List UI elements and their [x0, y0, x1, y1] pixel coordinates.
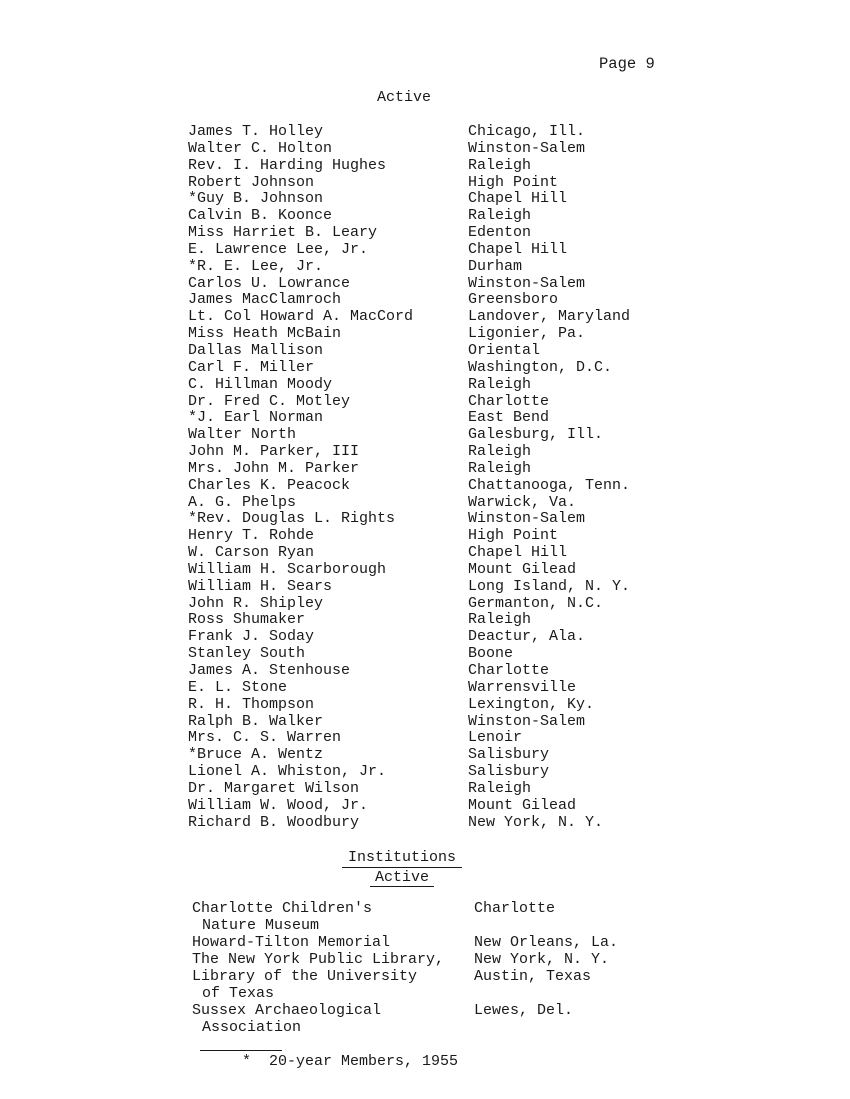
member-row: [188, 798, 688, 815]
member-row: [188, 158, 688, 175]
member-name: Dr. Fred C. Motley: [188, 392, 351, 410]
member-name: Ross Shumaker: [188, 611, 306, 629]
member-row: [188, 730, 688, 747]
member-row: [188, 461, 688, 478]
member-place: Ligonier, Pa.: [468, 325, 586, 343]
member-name: E. Lawrence Lee, Jr.: [188, 240, 369, 258]
member-row: [188, 410, 688, 427]
member-name: Charles K. Peacock: [188, 476, 351, 494]
member-list: [188, 124, 688, 831]
member-name: William H. Scarborough: [188, 560, 387, 578]
member-place: Raleigh: [468, 207, 532, 225]
institution-entry: [192, 1002, 692, 1036]
member-name: Stanley South: [188, 645, 306, 663]
member-place: Charlotte: [468, 662, 550, 679]
institution-name-line: The New York Public Library,: [192, 951, 445, 968]
member-place: Raleigh: [468, 375, 532, 393]
member-name: Mrs. C. S. Warren: [188, 729, 342, 747]
member-row: [188, 259, 688, 276]
member-row: [188, 815, 688, 832]
member-row: [188, 781, 688, 798]
member-row: [188, 276, 688, 293]
member-place: Lenoir: [468, 729, 523, 747]
member-place: Salisbury: [468, 763, 550, 781]
member-place: Winston-Salem: [468, 274, 586, 292]
institution-name-line: of Texas: [202, 985, 275, 1002]
member-row: [188, 562, 688, 579]
member-row: [188, 747, 688, 764]
member-name: Carlos U. Lowrance: [188, 274, 351, 292]
member-place: High Point: [468, 173, 559, 191]
member-place: East Bend: [468, 409, 550, 427]
member-place: New York, N. Y.: [468, 813, 604, 831]
member-name: Frank J. Soday: [188, 628, 315, 646]
member-place: Chapel Hill: [468, 240, 568, 258]
member-name: A. G. Phelps: [188, 493, 297, 511]
member-name: W. Carson Ryan: [188, 544, 315, 562]
member-place: Charlotte: [468, 392, 550, 410]
member-name: Walter C. Holton: [188, 139, 333, 157]
member-row: [188, 444, 688, 461]
member-row: [188, 394, 688, 411]
member-name: William W. Wood, Jr.: [188, 796, 369, 814]
member-place: Chattanooga, Tenn.: [468, 476, 631, 494]
member-name: Carl F. Miller: [188, 358, 315, 376]
member-name: E. L. Stone: [188, 678, 288, 696]
institution-name-line: Library of the University: [192, 968, 418, 985]
member-row: [188, 764, 688, 781]
member-place: Chapel Hill: [468, 544, 568, 562]
member-name: Miss Heath McBain: [188, 325, 342, 343]
institution-entry: [192, 934, 692, 951]
member-place: Edenton: [468, 224, 532, 242]
institutions-subheading: Active: [370, 869, 434, 887]
member-row: [188, 663, 688, 680]
member-name: Lt. Col Howard A. MacCord: [188, 308, 414, 326]
institution-place: New York, N. Y.: [474, 951, 610, 968]
member-name: Richard B. Woodbury: [188, 813, 360, 831]
member-row: [188, 596, 688, 613]
member-row: [188, 478, 688, 495]
member-name: Miss Harriet B. Leary: [188, 224, 378, 242]
member-name: Dr. Margaret Wilson: [188, 779, 360, 797]
member-name: William H. Sears: [188, 577, 333, 595]
member-name: Rev. I. Harding Hughes: [188, 156, 387, 174]
member-place: Raleigh: [468, 443, 532, 461]
member-place: Mount Gilead: [468, 796, 577, 814]
institution-entry: [192, 951, 692, 968]
institution-place: Austin, Texas: [474, 968, 592, 985]
institution-place: New Orleans, La.: [474, 934, 619, 951]
page-number: Page 9: [599, 55, 655, 73]
institution-name-line: Association: [202, 1019, 302, 1036]
member-place: Raleigh: [468, 611, 532, 629]
member-place: Washington, D.C.: [468, 358, 613, 376]
member-name: Robert Johnson: [188, 173, 315, 191]
institution-name-line: Nature Museum: [202, 917, 320, 934]
member-place: Chicago, Ill.: [468, 123, 586, 140]
member-place: Germanton, N.C.: [468, 594, 604, 612]
institution-name-line: Sussex Archaeological: [192, 1002, 382, 1019]
member-name: Lionel A. Whiston, Jr.: [188, 763, 387, 781]
member-name: *J. Earl Norman: [188, 409, 324, 427]
member-place: Warrensville: [468, 678, 577, 696]
member-name: Henry T. Rohde: [188, 527, 315, 545]
member-row: [188, 326, 688, 343]
member-row: [188, 680, 688, 697]
institution-entry: [192, 968, 692, 1002]
member-row: [188, 528, 688, 545]
footnote-rule: [200, 1050, 282, 1051]
member-row: [188, 714, 688, 731]
member-place: Long Island, N. Y.: [468, 577, 631, 595]
member-row: [188, 579, 688, 596]
member-name: James A. Stenhouse: [188, 662, 351, 679]
member-row: [188, 191, 688, 208]
member-row: [188, 309, 688, 326]
member-place: Galesburg, Ill.: [468, 426, 604, 444]
institutions-heading: Institutions: [342, 849, 462, 868]
member-place: High Point: [468, 527, 559, 545]
member-place: Raleigh: [468, 779, 532, 797]
member-name: Ralph B. Walker: [188, 712, 324, 730]
member-row: [188, 612, 688, 629]
member-name: Walter North: [188, 426, 297, 444]
member-name: *Rev. Douglas L. Rights: [188, 510, 396, 528]
member-name: R. H. Thompson: [188, 695, 315, 713]
member-row: [188, 141, 688, 158]
member-row: [188, 360, 688, 377]
member-name: C. Hillman Moody: [188, 375, 333, 393]
member-place: Durham: [468, 257, 523, 275]
member-place: Winston-Salem: [468, 510, 586, 528]
member-place: Lexington, Ky.: [468, 695, 595, 713]
member-place: Salisbury: [468, 746, 550, 764]
institution-place: Charlotte: [474, 900, 556, 917]
institution-name-line: Charlotte Children's: [192, 900, 373, 917]
member-place: Deactur, Ala.: [468, 628, 586, 646]
member-row: [188, 292, 688, 309]
member-name: *Guy B. Johnson: [188, 190, 324, 208]
member-name: *Bruce A. Wentz: [188, 746, 324, 764]
member-name: Mrs. John M. Parker: [188, 459, 360, 477]
member-place: Greensboro: [468, 291, 559, 309]
member-row: [188, 208, 688, 225]
member-place: Winston-Salem: [468, 712, 586, 730]
member-row: [188, 511, 688, 528]
member-place: Mount Gilead: [468, 560, 577, 578]
member-place: Boone: [468, 645, 514, 663]
member-name: Calvin B. Koonce: [188, 207, 333, 225]
member-row: [188, 495, 688, 512]
member-row: [188, 377, 688, 394]
member-place: Winston-Salem: [468, 139, 586, 157]
member-name: James MacClamroch: [188, 291, 342, 309]
member-place: Chapel Hill: [468, 190, 568, 208]
institution-entry: [192, 900, 692, 934]
member-place: Warwick, Va.: [468, 493, 577, 511]
member-row: [188, 175, 688, 192]
member-name: James T. Holley: [188, 123, 324, 140]
member-row: [188, 124, 688, 141]
member-name: John M. Parker, III: [188, 443, 360, 461]
member-name: Dallas Mallison: [188, 341, 324, 359]
member-place: Raleigh: [468, 459, 532, 477]
member-row: [188, 225, 688, 242]
member-row: [188, 545, 688, 562]
institution-place: Lewes, Del.: [474, 1002, 574, 1019]
member-name: John R. Shipley: [188, 594, 324, 612]
member-row: [188, 242, 688, 259]
member-place: Oriental: [468, 341, 541, 359]
member-place: Landover, Maryland: [468, 308, 631, 326]
member-name: *R. E. Lee, Jr.: [188, 257, 324, 275]
member-row: [188, 427, 688, 444]
institution-name-line: Howard-Tilton Memorial: [192, 934, 391, 951]
member-row: [188, 629, 688, 646]
institutions-heading-block: [342, 849, 462, 887]
institution-list: [192, 900, 692, 1036]
section-heading-active: Active: [377, 89, 432, 106]
member-row: [188, 646, 688, 663]
member-row: [188, 697, 688, 714]
member-row: [188, 343, 688, 360]
member-place: Raleigh: [468, 156, 532, 174]
footnote: * 20-year Members, 1955: [242, 1053, 459, 1070]
